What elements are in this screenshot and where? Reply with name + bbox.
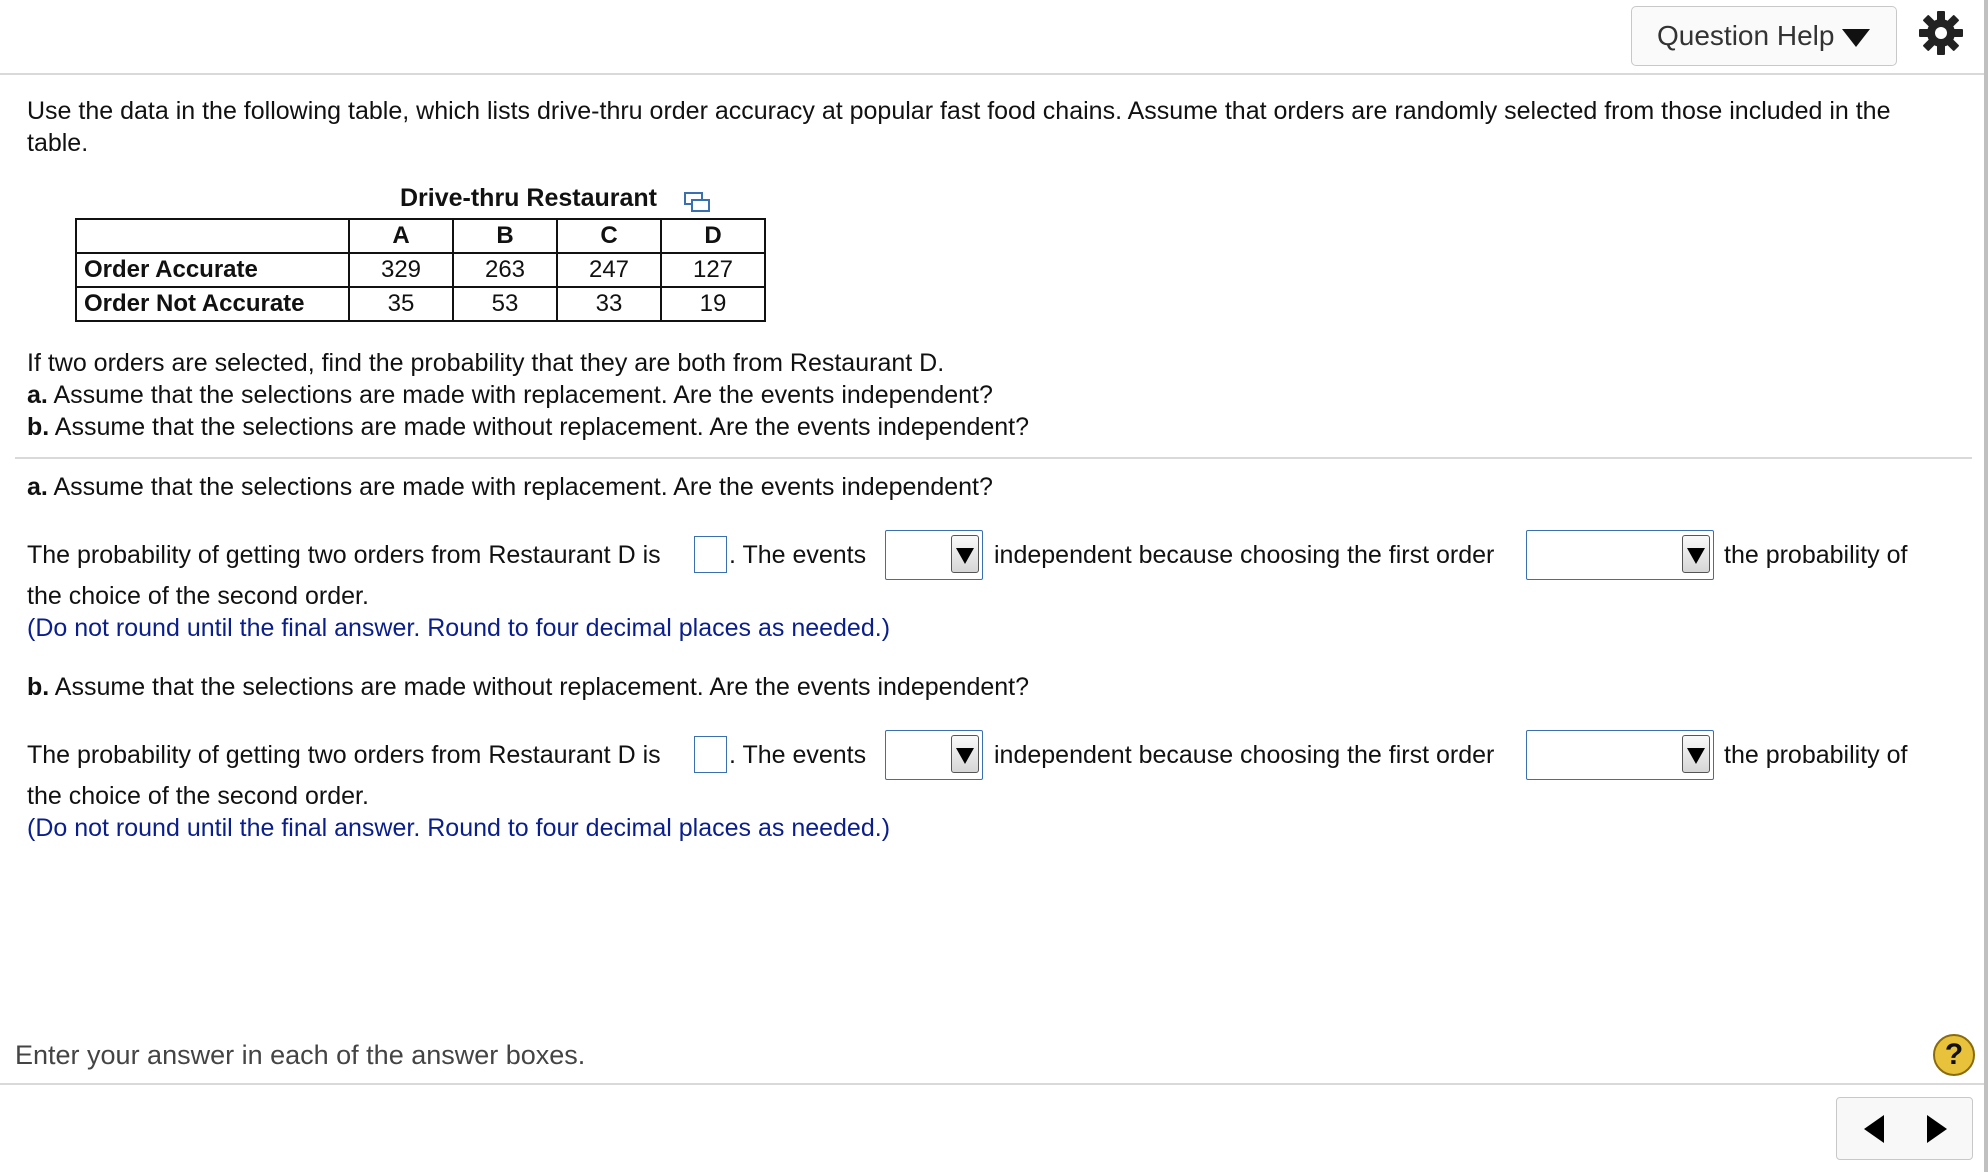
question-line: If two orders are selected, find the probability that they are both from Restaurant D. (27, 349, 945, 377)
table-cell: 19 (661, 287, 765, 321)
answer-hint: Enter your answer in each of the answer boxes. (15, 1040, 586, 1070)
part-a-heading (27, 471, 993, 503)
top-toolbar (0, 0, 1988, 75)
question-navigation (1836, 1097, 1973, 1160)
question-help-label: Question Help (1657, 20, 1835, 51)
table-cell: 127 (661, 253, 765, 287)
table-cell: 35 (349, 287, 453, 321)
part-b-effect-select[interactable] (1526, 730, 1714, 780)
part-a-label: a. (27, 381, 48, 409)
part-b-text: Assume that the selections are made without replacement. Are the events independent? (54, 413, 1030, 441)
next-arrow-icon[interactable] (1927, 1115, 1947, 1143)
question-help-button[interactable] (1631, 6, 1897, 66)
part-b-second-line: the choice of the second order. (27, 782, 369, 810)
column-header: D (661, 219, 765, 253)
copy-table-icon[interactable] (684, 191, 710, 213)
table-row (76, 287, 765, 321)
part-a-effect-select[interactable] (1526, 530, 1714, 580)
question-part-a (27, 379, 993, 411)
chevron-down-icon (1842, 29, 1870, 47)
part-b-heading (27, 671, 1029, 703)
part-b-heading-label: b. (27, 673, 50, 701)
divider (15, 457, 1972, 459)
part-a-second-line: the choice of the second order. (27, 582, 369, 610)
help-icon[interactable]: ? (1933, 1034, 1975, 1076)
footer-divider (0, 1083, 1984, 1085)
column-header: A (349, 219, 453, 253)
part-a-text: Assume that the selections are made with replacement. Are the events independent? (53, 381, 993, 409)
part-a-events-select[interactable] (885, 530, 983, 580)
part-a-probability-input[interactable] (694, 536, 727, 573)
table-cell: 53 (453, 287, 557, 321)
table-title: Drive-thru Restaurant (400, 184, 657, 212)
part-b-heading-text: Assume that the selections are made without replacement. Are the events independent? (54, 673, 1030, 701)
scrollbar-edge (1984, 0, 1988, 1172)
part-a-heading-text: Assume that the selections are made with replacement. Are the events independent? (53, 473, 993, 501)
data-table (75, 218, 766, 322)
part-a-independent-text: independent because choosing the first order (994, 541, 1495, 569)
part-a-sentence-start: The probability of getting two orders from Restaurant D is (27, 541, 661, 569)
part-a-events-text: . The events (729, 541, 867, 569)
table-cell: 329 (349, 253, 453, 287)
question-part-b (27, 411, 1029, 443)
part-b-probability-input[interactable] (694, 736, 727, 773)
dropdown-arrow-icon (951, 535, 979, 573)
part-b-events-select[interactable] (885, 730, 983, 780)
table-cell: 263 (453, 253, 557, 287)
gear-icon[interactable] (1918, 10, 1964, 56)
dropdown-arrow-icon (1682, 535, 1710, 573)
part-b-events-text: . The events (729, 741, 867, 769)
dropdown-arrow-icon (1682, 735, 1710, 773)
part-a-prob-of-text: the probability of (1724, 541, 1908, 569)
column-header: B (453, 219, 557, 253)
intro-text: Use the data in the following table, which lists drive-thru order accuracy at popular fast food chains. Assume that orders are randomly selected from those included in the table. (27, 97, 1891, 157)
table-cell: 33 (557, 287, 661, 321)
part-b-rounding-note: (Do not round until the final answer. Round to four decimal places as needed.) (27, 814, 891, 842)
table-cell: 247 (557, 253, 661, 287)
part-a-heading-label: a. (27, 473, 48, 501)
table-corner-cell (76, 219, 349, 253)
table-row (76, 253, 765, 287)
row-header: Order Accurate (76, 253, 349, 287)
table-header-row (76, 219, 765, 253)
previous-arrow-icon[interactable] (1864, 1115, 1884, 1143)
row-header: Order Not Accurate (76, 287, 349, 321)
part-b-label: b. (27, 413, 50, 441)
part-b-independent-text: independent because choosing the first order (994, 741, 1495, 769)
column-header: C (557, 219, 661, 253)
part-b-sentence-start: The probability of getting two orders from Restaurant D is (27, 741, 661, 769)
part-b-prob-of-text: the probability of (1724, 741, 1908, 769)
part-a-rounding-note: (Do not round until the final answer. Round to four decimal places as needed.) (27, 614, 891, 642)
dropdown-arrow-icon (951, 735, 979, 773)
